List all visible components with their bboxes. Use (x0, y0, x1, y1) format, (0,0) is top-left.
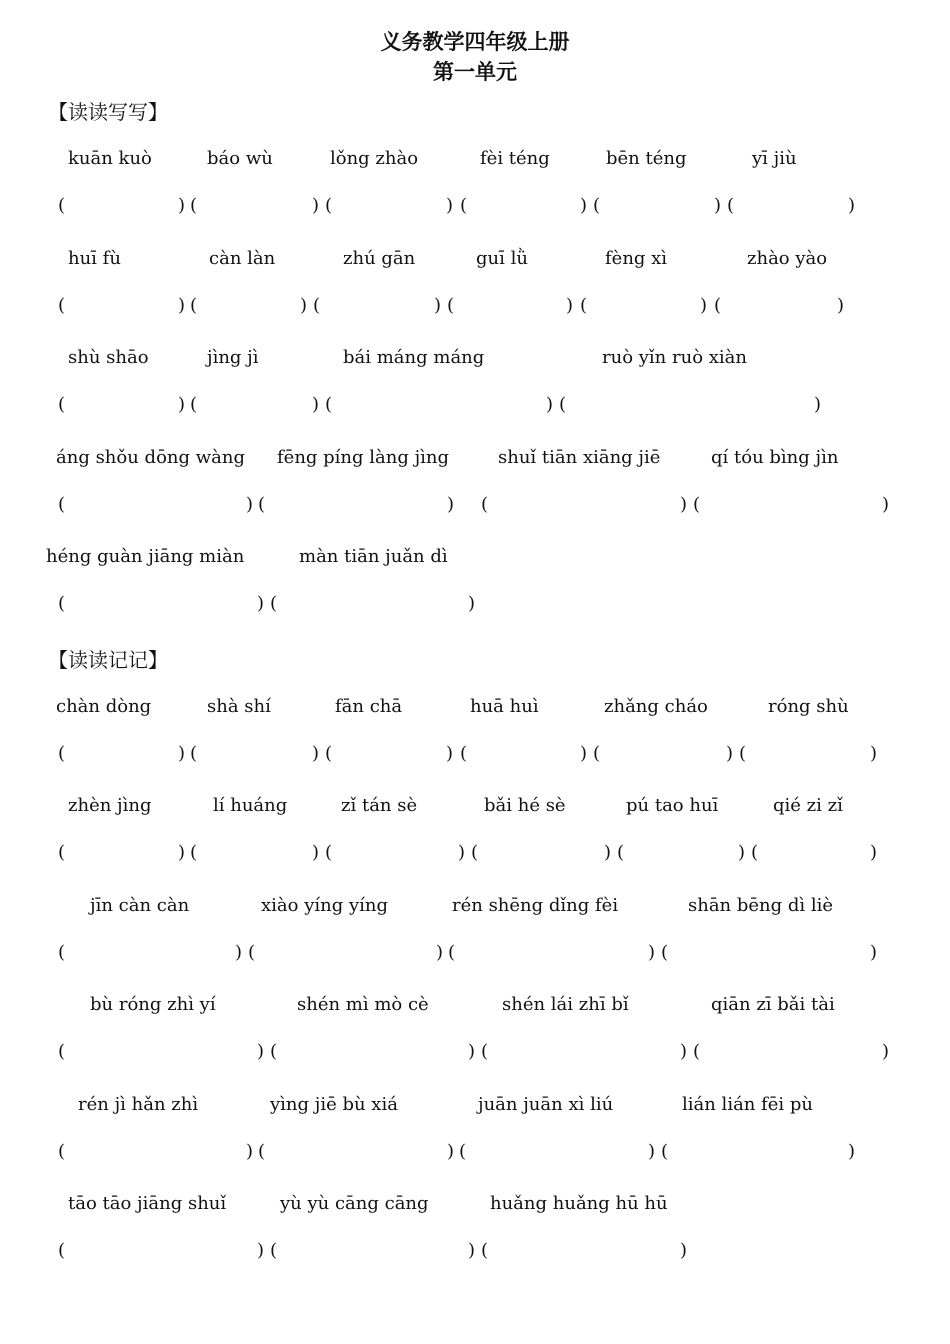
blank-open-paren: ( (693, 1041, 701, 1062)
blank-close-paren: ) (468, 1240, 476, 1261)
blank-close-paren: ) (546, 394, 554, 415)
pinyin-prompt: lián lián fēi pù (682, 1094, 814, 1115)
blank-close-paren: ) (246, 1141, 254, 1162)
blank-close-paren: ) (178, 195, 186, 216)
answer-blank[interactable] (671, 1141, 842, 1165)
answer-blank[interactable] (481, 842, 598, 866)
answer-blank[interactable] (200, 842, 306, 866)
blank-close-paren: ) (312, 195, 320, 216)
blank-open-paren: ( (460, 195, 468, 216)
answer-blank[interactable] (458, 942, 642, 966)
pinyin-prompt: fān chā (335, 696, 403, 717)
blank-close-paren: ) (648, 942, 656, 963)
answer-blank[interactable] (703, 494, 876, 518)
answer-blank[interactable] (470, 195, 574, 219)
blank-open-paren: ( (58, 195, 66, 216)
blank-open-paren: ( (258, 1141, 266, 1162)
blank-open-paren: ( (190, 394, 198, 415)
pinyin-prompt: róng shù (768, 696, 849, 717)
pinyin-prompt: yìng jiē bù xiá (270, 1094, 398, 1115)
blank-open-paren: ( (190, 295, 198, 316)
pinyin-prompt: ruò yǐn ruò xiàn (602, 347, 747, 368)
blank-close-paren: ) (837, 295, 845, 316)
answer-blank[interactable] (491, 494, 674, 518)
pinyin-prompt: xiào yíng yíng (261, 895, 389, 916)
blank-close-paren: ) (312, 743, 320, 764)
blank-close-paren: ) (178, 394, 186, 415)
answer-blank[interactable] (280, 593, 462, 617)
pinyin-prompt: rén jì hǎn zhì (78, 1094, 199, 1115)
blank-open-paren: ( (580, 295, 588, 316)
answer-blank[interactable] (469, 1141, 642, 1165)
blank-open-paren: ( (481, 494, 489, 515)
section-label: 【读读写写】 (48, 100, 168, 124)
blank-close-paren: ) (604, 842, 612, 863)
pinyin-prompt: zhèn jìng (68, 795, 152, 816)
pinyin-prompt: báo wù (207, 148, 273, 169)
answer-blank[interactable] (491, 1240, 674, 1264)
pinyin-prompt: zhào yào (747, 248, 828, 269)
pinyin-prompt: yī jiù (752, 148, 797, 169)
pinyin-prompt: fēng píng làng jìng (277, 447, 450, 468)
blank-close-paren: ) (870, 743, 878, 764)
pinyin-prompt: fèi téng (480, 148, 550, 169)
pinyin-prompt: shù shāo (68, 347, 149, 368)
blank-close-paren: ) (580, 195, 588, 216)
pinyin-prompt: shuǐ tiān xiāng jiē (498, 447, 661, 468)
blank-close-paren: ) (312, 394, 320, 415)
answer-blank[interactable] (724, 295, 831, 319)
blank-open-paren: ( (58, 942, 66, 963)
blank-open-paren: ( (593, 195, 601, 216)
answer-blank[interactable] (68, 195, 172, 219)
answer-blank[interactable] (268, 1141, 441, 1165)
blank-open-paren: ( (58, 295, 66, 316)
pinyin-prompt: bēn téng (606, 148, 687, 169)
blank-close-paren: ) (300, 295, 308, 316)
answer-blank[interactable] (335, 195, 440, 219)
blank-open-paren: ( (58, 1240, 66, 1261)
blank-open-paren: ( (190, 743, 198, 764)
blank-open-paren: ( (58, 394, 66, 415)
answer-blank[interactable] (68, 394, 172, 418)
page-title: 义务教学四年级上册 (380, 29, 570, 54)
answer-blank[interactable] (323, 295, 428, 319)
answer-blank[interactable] (200, 743, 306, 767)
blank-open-paren: ( (459, 1141, 467, 1162)
blank-open-paren: ( (313, 295, 321, 316)
unit-title: 第一单元 (433, 59, 517, 84)
answer-blank[interactable] (737, 195, 842, 219)
pinyin-prompt: rén shēng dǐng fèi (452, 895, 619, 916)
pinyin-prompt: bǎi hé sè (484, 795, 566, 816)
answer-blank[interactable] (761, 842, 864, 866)
pinyin-prompt: tāo tāo jiāng shuǐ (68, 1193, 227, 1214)
answer-blank[interactable] (335, 743, 440, 767)
blank-close-paren: ) (434, 295, 442, 316)
blank-close-paren: ) (738, 842, 746, 863)
blank-close-paren: ) (458, 842, 466, 863)
blank-close-paren: ) (468, 1041, 476, 1062)
blank-close-paren: ) (848, 195, 856, 216)
blank-close-paren: ) (446, 195, 454, 216)
blank-open-paren: ( (270, 593, 278, 614)
blank-open-paren: ( (448, 942, 456, 963)
answer-blank[interactable] (68, 1141, 240, 1165)
pinyin-prompt: huī fù (68, 248, 121, 269)
blank-close-paren: ) (447, 1141, 455, 1162)
pinyin-prompt: jìng jì (207, 347, 259, 368)
answer-blank[interactable] (200, 295, 294, 319)
answer-blank[interactable] (627, 842, 732, 866)
blank-close-paren: ) (882, 494, 890, 515)
pinyin-prompt: càn làn (209, 248, 276, 269)
blank-close-paren: ) (178, 743, 186, 764)
blank-close-paren: ) (257, 1041, 265, 1062)
answer-blank[interactable] (603, 195, 708, 219)
answer-blank[interactable] (569, 394, 808, 418)
blank-close-paren: ) (447, 494, 455, 515)
blank-close-paren: ) (468, 593, 476, 614)
blank-close-paren: ) (436, 942, 444, 963)
blank-close-paren: ) (257, 593, 265, 614)
pinyin-prompt: shén lái zhī bǐ (502, 994, 629, 1015)
blank-open-paren: ( (714, 295, 722, 316)
answer-blank[interactable] (68, 743, 172, 767)
answer-blank[interactable] (68, 295, 172, 319)
blank-open-paren: ( (481, 1240, 489, 1261)
pinyin-prompt: guī lǜ (476, 248, 528, 269)
blank-open-paren: ( (58, 1141, 66, 1162)
blank-close-paren: ) (235, 942, 243, 963)
pinyin-prompt: màn tiān juǎn dì (299, 546, 448, 567)
blank-close-paren: ) (580, 743, 588, 764)
answer-blank[interactable] (703, 1041, 876, 1065)
blank-open-paren: ( (559, 394, 567, 415)
blank-open-paren: ( (325, 394, 333, 415)
answer-blank[interactable] (457, 295, 560, 319)
answer-blank[interactable] (68, 494, 240, 518)
blank-open-paren: ( (593, 743, 601, 764)
pinyin-prompt: qiān zī bǎi tài (711, 994, 835, 1015)
blank-open-paren: ( (617, 842, 625, 863)
blank-close-paren: ) (246, 494, 254, 515)
pinyin-prompt: lǒng zhào (330, 148, 419, 169)
section-label: 【读读记记】 (48, 648, 168, 672)
blank-open-paren: ( (58, 1041, 66, 1062)
blank-close-paren: ) (700, 295, 708, 316)
pinyin-prompt: chàn dòng (56, 696, 152, 717)
pinyin-prompt: yù yù cāng cāng (280, 1193, 429, 1214)
blank-open-paren: ( (58, 743, 66, 764)
blank-open-paren: ( (661, 1141, 669, 1162)
pinyin-prompt: zǐ tán sè (341, 795, 418, 816)
blank-open-paren: ( (190, 842, 198, 863)
pinyin-prompt: huǎng huǎng hū hū (490, 1193, 668, 1214)
blank-open-paren: ( (270, 1240, 278, 1261)
blank-close-paren: ) (178, 295, 186, 316)
pinyin-prompt: shén mì mò cè (297, 994, 429, 1015)
blank-close-paren: ) (178, 842, 186, 863)
answer-blank[interactable] (335, 394, 540, 418)
pinyin-prompt: qí tóu bìng jìn (711, 447, 839, 468)
answer-blank[interactable] (68, 842, 172, 866)
answer-blank[interactable] (68, 1041, 251, 1065)
blank-open-paren: ( (58, 593, 66, 614)
answer-blank[interactable] (200, 394, 306, 418)
answer-blank[interactable] (749, 743, 864, 767)
blank-close-paren: ) (714, 195, 722, 216)
blank-close-paren: ) (726, 743, 734, 764)
answer-blank[interactable] (280, 1240, 462, 1264)
pinyin-prompt: pú tao huī (626, 795, 719, 816)
pinyin-prompt: héng guàn jiāng miàn (46, 546, 245, 567)
blank-open-paren: ( (58, 494, 66, 515)
blank-close-paren: ) (680, 1041, 688, 1062)
blank-open-paren: ( (248, 942, 256, 963)
pinyin-prompt: kuān kuò (68, 148, 152, 169)
blank-open-paren: ( (325, 842, 333, 863)
pinyin-prompt: áng shǒu dōng wàng (56, 447, 245, 468)
blank-close-paren: ) (870, 842, 878, 863)
pinyin-prompt: lí huáng (213, 795, 288, 816)
pinyin-prompt: shà shí (207, 696, 271, 717)
answer-blank[interactable] (603, 743, 720, 767)
blank-close-paren: ) (680, 1240, 688, 1261)
pinyin-prompt: fèng xì (605, 248, 668, 269)
blank-open-paren: ( (471, 842, 479, 863)
blank-open-paren: ( (325, 195, 333, 216)
pinyin-prompt: shān bēng dì liè (688, 895, 834, 916)
pinyin-prompt: zhǎng cháo (604, 696, 708, 717)
blank-close-paren: ) (882, 1041, 890, 1062)
blank-open-paren: ( (661, 942, 669, 963)
answer-blank[interactable] (280, 1041, 462, 1065)
blank-close-paren: ) (870, 942, 878, 963)
blank-close-paren: ) (257, 1240, 265, 1261)
answer-blank[interactable] (200, 195, 306, 219)
answer-blank[interactable] (671, 942, 864, 966)
pinyin-prompt: zhú gān (343, 248, 416, 269)
blank-open-paren: ( (739, 743, 747, 764)
pinyin-prompt: bù róng zhì yí (90, 994, 216, 1015)
pinyin-prompt: huā huì (470, 696, 539, 717)
blank-close-paren: ) (848, 1141, 856, 1162)
pinyin-prompt: bái máng máng (343, 347, 485, 368)
pinyin-prompt: qié zi zǐ (773, 795, 843, 816)
pinyin-prompt: jīn càn càn (90, 895, 190, 916)
answer-blank[interactable] (68, 593, 251, 617)
blank-close-paren: ) (312, 842, 320, 863)
answer-blank[interactable] (258, 942, 430, 966)
blank-close-paren: ) (648, 1141, 656, 1162)
answer-blank[interactable] (590, 295, 694, 319)
blank-close-paren: ) (680, 494, 688, 515)
blank-close-paren: ) (814, 394, 822, 415)
pinyin-prompt: juān juān xì liú (478, 1094, 614, 1115)
blank-open-paren: ( (258, 494, 266, 515)
blank-open-paren: ( (727, 195, 735, 216)
blank-open-paren: ( (58, 842, 66, 863)
answer-blank[interactable] (268, 494, 441, 518)
blank-open-paren: ( (447, 295, 455, 316)
blank-open-paren: ( (751, 842, 759, 863)
answer-blank[interactable] (68, 1240, 251, 1264)
blank-open-paren: ( (693, 494, 701, 515)
answer-blank[interactable] (470, 743, 574, 767)
blank-open-paren: ( (460, 743, 468, 764)
answer-blank[interactable] (335, 842, 452, 866)
blank-close-paren: ) (446, 743, 454, 764)
blank-open-paren: ( (481, 1041, 489, 1062)
answer-blank[interactable] (68, 942, 229, 966)
blank-open-paren: ( (190, 195, 198, 216)
blank-open-paren: ( (325, 743, 333, 764)
answer-blank[interactable] (491, 1041, 674, 1065)
blank-open-paren: ( (270, 1041, 278, 1062)
blank-close-paren: ) (566, 295, 574, 316)
